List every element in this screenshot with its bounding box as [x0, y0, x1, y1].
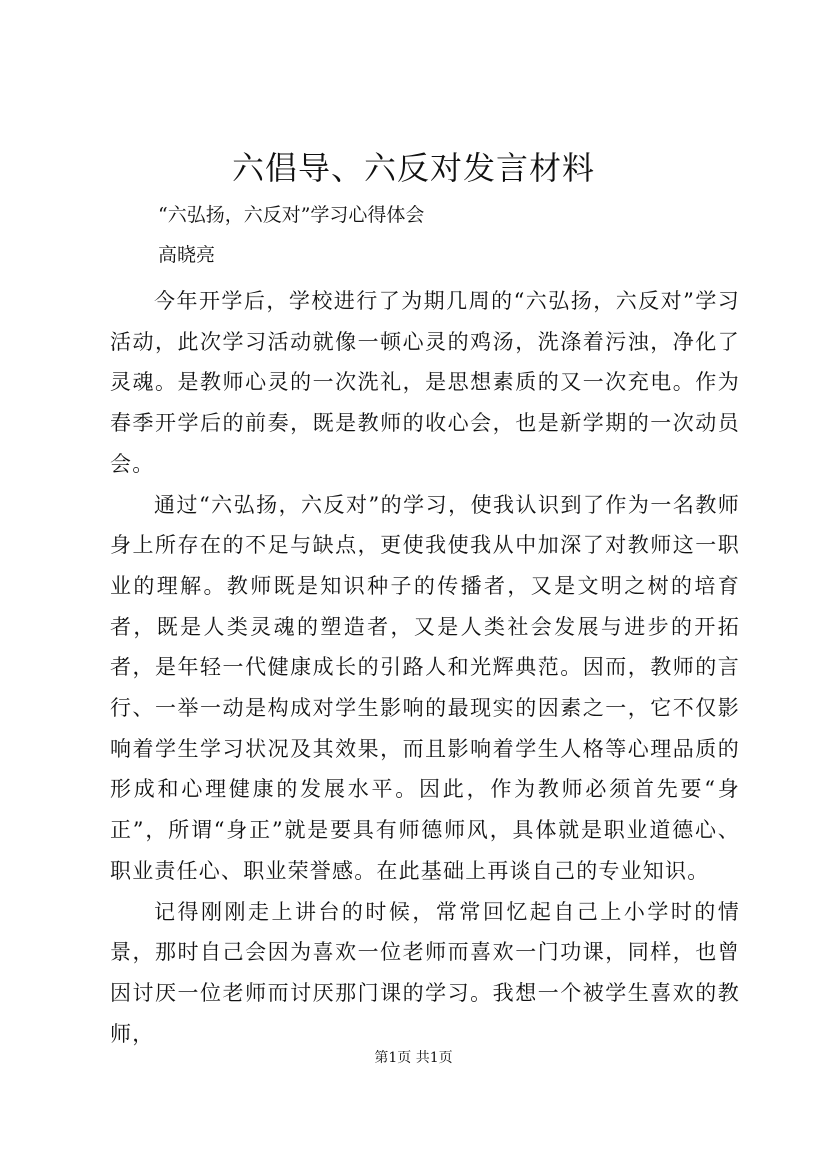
document-title: 六倡导、六反对发言材料 — [231, 149, 595, 187]
body-paragraph: 记得刚刚走上讲台的时候，常常回忆起自己上小学时的情景，那时自己会因为喜欢一位老师而喜欢一门功课，同样，也曾因讨厌一位老师而讨厌那门课的学习。我想一个被学生喜欢的教师， — [110, 899, 740, 1046]
document-body — [110, 281, 740, 1054]
document-subtitle: “六弘扬，六反对”学习心得体会 — [158, 204, 425, 226]
body-paragraph: 通过“六弘扬，六反对”的学习，使我认识到了作为一名教师身上所存在的不足与缺点，更使我使我从中加深了对教师这一职业的理解。教师既是知识种子的传播者，又是文明之树的培育者，既是人类灵魂的塑造者，又是人类社会发展与进步的开拓者，是年轻一代健康成长的引路人和光辉典范。因而，教师的言行、一举一动是构成对学生影响的最现实的因素之一，它不仅影响着学生学习状况及其效果，而且影响着学生人格等心理品质的形成和心理健康的发展水平。因此，作为教师必须首先要“身正”，所谓“身正”就是要具有师德师风，具体就是职业道德心、职业责任心、职业荣誉感。在此基础上再谈自己的专业知识。 — [110, 492, 740, 883]
body-paragraph: 今年开学后，学校进行了为期几周的“六弘扬，六反对”学习活动，此次学习活动就像一顿心灵的鸡汤，洗涤着污浊，净化了灵魂。是教师心灵的一次洗礼，是思想素质的又一次充电。作为春季开学后的前奏，既是教师的收心会，也是新学期的一次动员会。 — [110, 289, 740, 476]
page-footer: 第1页 共1页 — [374, 1050, 453, 1066]
author-name: 高晓亮 — [158, 244, 216, 266]
